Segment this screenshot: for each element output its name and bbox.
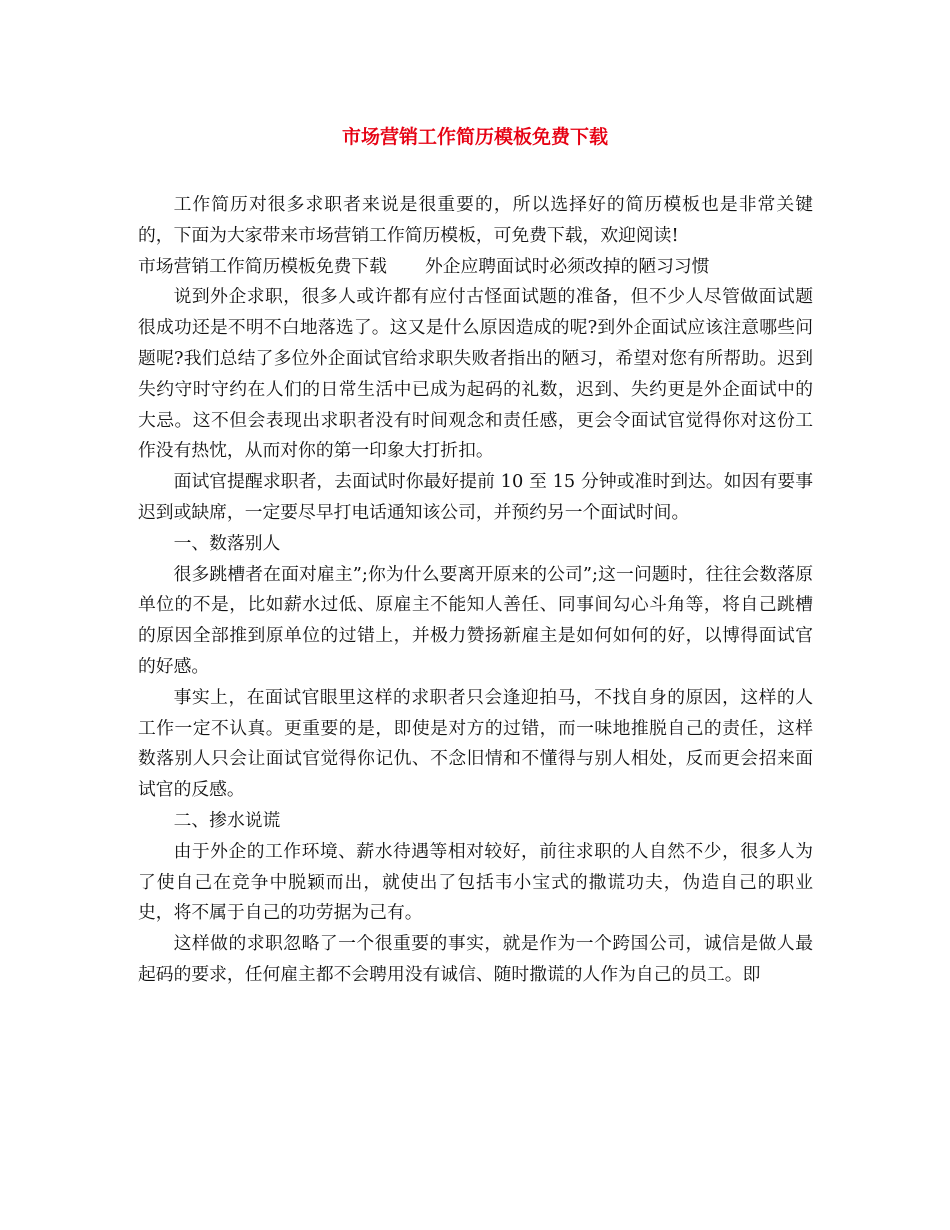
paragraph: 事实上，在面试官眼里这样的求职者只会逢迎拍马，不找自身的原因，这样的人工作一定不认真。更重要的是，即使是对方的过错，而一味地推脱自己的责任，这样数落别人只会让面试官觉得你记仇、不念旧情和不懂得与别人相处，反而更会招来面试官的反感。 — [138, 686, 813, 801]
section-heading: 二、掺水说谎 — [173, 809, 281, 831]
section-heading: 一、数落别人 — [173, 532, 281, 554]
paragraph: 说到外企求职，很多人或许都有应付古怪面试题的准备，但不少人尽管做面试题很成功还是不明不白地落选了。这又是什么原因造成的呢?到外企面试应该注意哪些问题呢?我们总结了多位外企面试官给求职失败者指出的陋习，希望对您有所帮助。迟到失约守时守约在人们的日常生活中已成为起码的礼数，迟到、失约更是外企面试中的大忌。这不但会表现出求职者没有时间观念和责任感，更会令面试官觉得你对这份工作没有热忱，从而对你的第一印象大打折扣。 — [138, 286, 813, 462]
subtitle-right: 外企应聘面试时必须改掉的陋习习惯 — [424, 255, 710, 277]
subtitle-left: 市场营销工作简历模板免费下载 — [138, 255, 387, 277]
article-body — [138, 190, 813, 991]
paragraph: 由于外企的工作环境、薪水待遇等相对较好，前往求职的人自然不少，很多人为了使自己在竞争中脱颖而出，就使出了包括韦小宝式的撒谎功夫，伪造自己的职业史，将不属于自己的功劳据为己有。 — [138, 840, 813, 924]
subtitle-line — [138, 252, 813, 283]
paragraph: 这样做的求职忽略了一个很重要的事实，就是作为一个跨国公司，诚信是做人最起码的要求，任何雇主都不会聘用没有诚信、随时撒谎的人作为自己的员工。即 — [138, 933, 813, 985]
paragraph: 很多跳槽者在面对雇主”;你为什么要离开原来的公司”;这一问题时，往往会数落原单位的不是，比如薪水过低、原雇主不能知人善任、同事间勾心斗角等，将自己跳槽的原因全部推到原单位的过错上，并极力赞扬新雇主是如何如何的好，以博得面试官的好感。 — [138, 563, 813, 677]
paragraph: 面试官提醒求职者，去面试时你最好提前 10 至 15 分钟或准时到达。如因有要事迟到或缺席，一定要尽早打电话通知该公司，并预约另一个面试时间。 — [138, 471, 813, 523]
page-title: 市场营销工作简历模板免费下载 — [341, 126, 608, 148]
intro-paragraph: 工作简历对很多求职者来说是很重要的，所以选择好的简历模板也是非常关键的，下面为大家带来市场营销工作简历模板，可免费下载，欢迎阅读! — [138, 194, 813, 246]
